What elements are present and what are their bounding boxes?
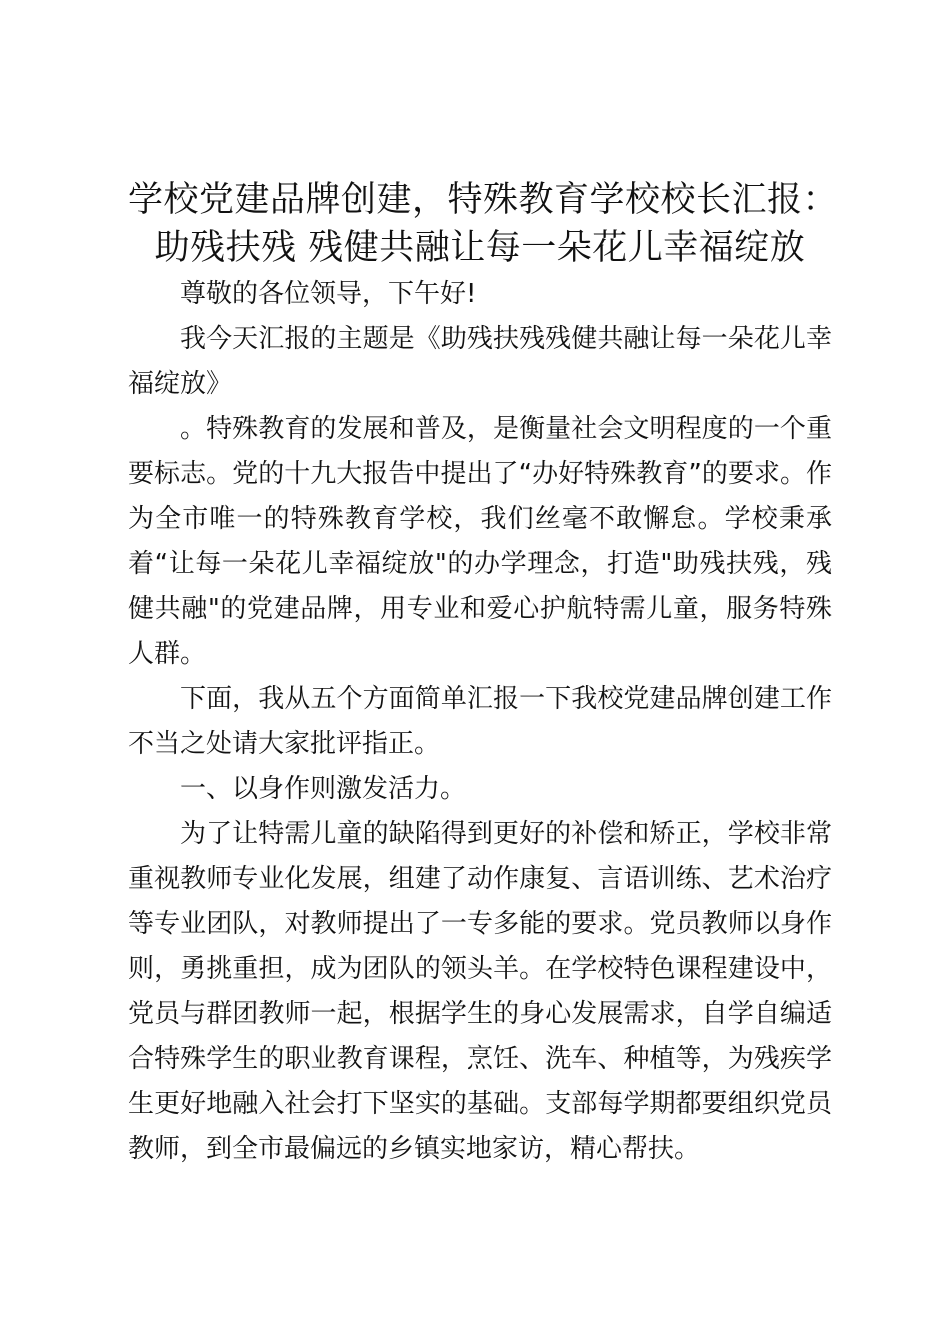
- section-1-paragraph: 为了让特需儿童的缺陷得到更好的补偿和矫正，学校非常重视教师专业化发展，组建了动作康复、言语训练、艺术治疗等专业团队，对教师提出了一专多能的要求。党员教师以身作则，勇挑重担，成为团队的领头羊。在学校特色课程建设中，党员与群团教师一起，根据学生的身心发展需求，自学自编适合特殊学生的职业教育课程，烹饪、洗车、种植等，为残疾学生更好地融入社会打下坚实的基础。支部每学期都要组织党员教师，到全市最偏远的乡镇实地家访，精心帮扶。: [128, 819, 832, 1164]
- greeting-paragraph: 尊敬的各位领导，下午好!: [180, 279, 477, 309]
- document-page: [128, 176, 839, 1172]
- document-title: [128, 176, 839, 272]
- overview-paragraph: 下面，我从五个方面简单汇报一下我校党建品牌创建工作不当之处请大家批评指正。: [128, 684, 832, 759]
- section-heading-1: 一、以身作则激发活力。: [180, 774, 467, 804]
- title-line-1: 学校党建品牌创建，特殊教育学校校长汇报：: [128, 180, 839, 220]
- title-line-2: 助残扶残 残健共融让每一朵花儿幸福绽放: [154, 228, 806, 268]
- intro-paragraph: 。特殊教育的发展和普及，是衡量社会文明程度的一个重要标志。党的十九大报告中提出了“办好特殊教育”的要求。作为全市唯一的特殊教育学校，我们丝毫不敢懈怠。学校秉承着“让每一朵花儿幸福绽放"的办学理念，打造"助残扶残，残健共融"的党建品牌，用专业和爱心护航特需儿童，服务特殊人群。: [128, 414, 832, 669]
- document-body: [128, 272, 832, 1172]
- topic-paragraph: 我今天汇报的主题是《助残扶残残健共融让每一朵花儿幸福绽放》: [128, 324, 832, 399]
